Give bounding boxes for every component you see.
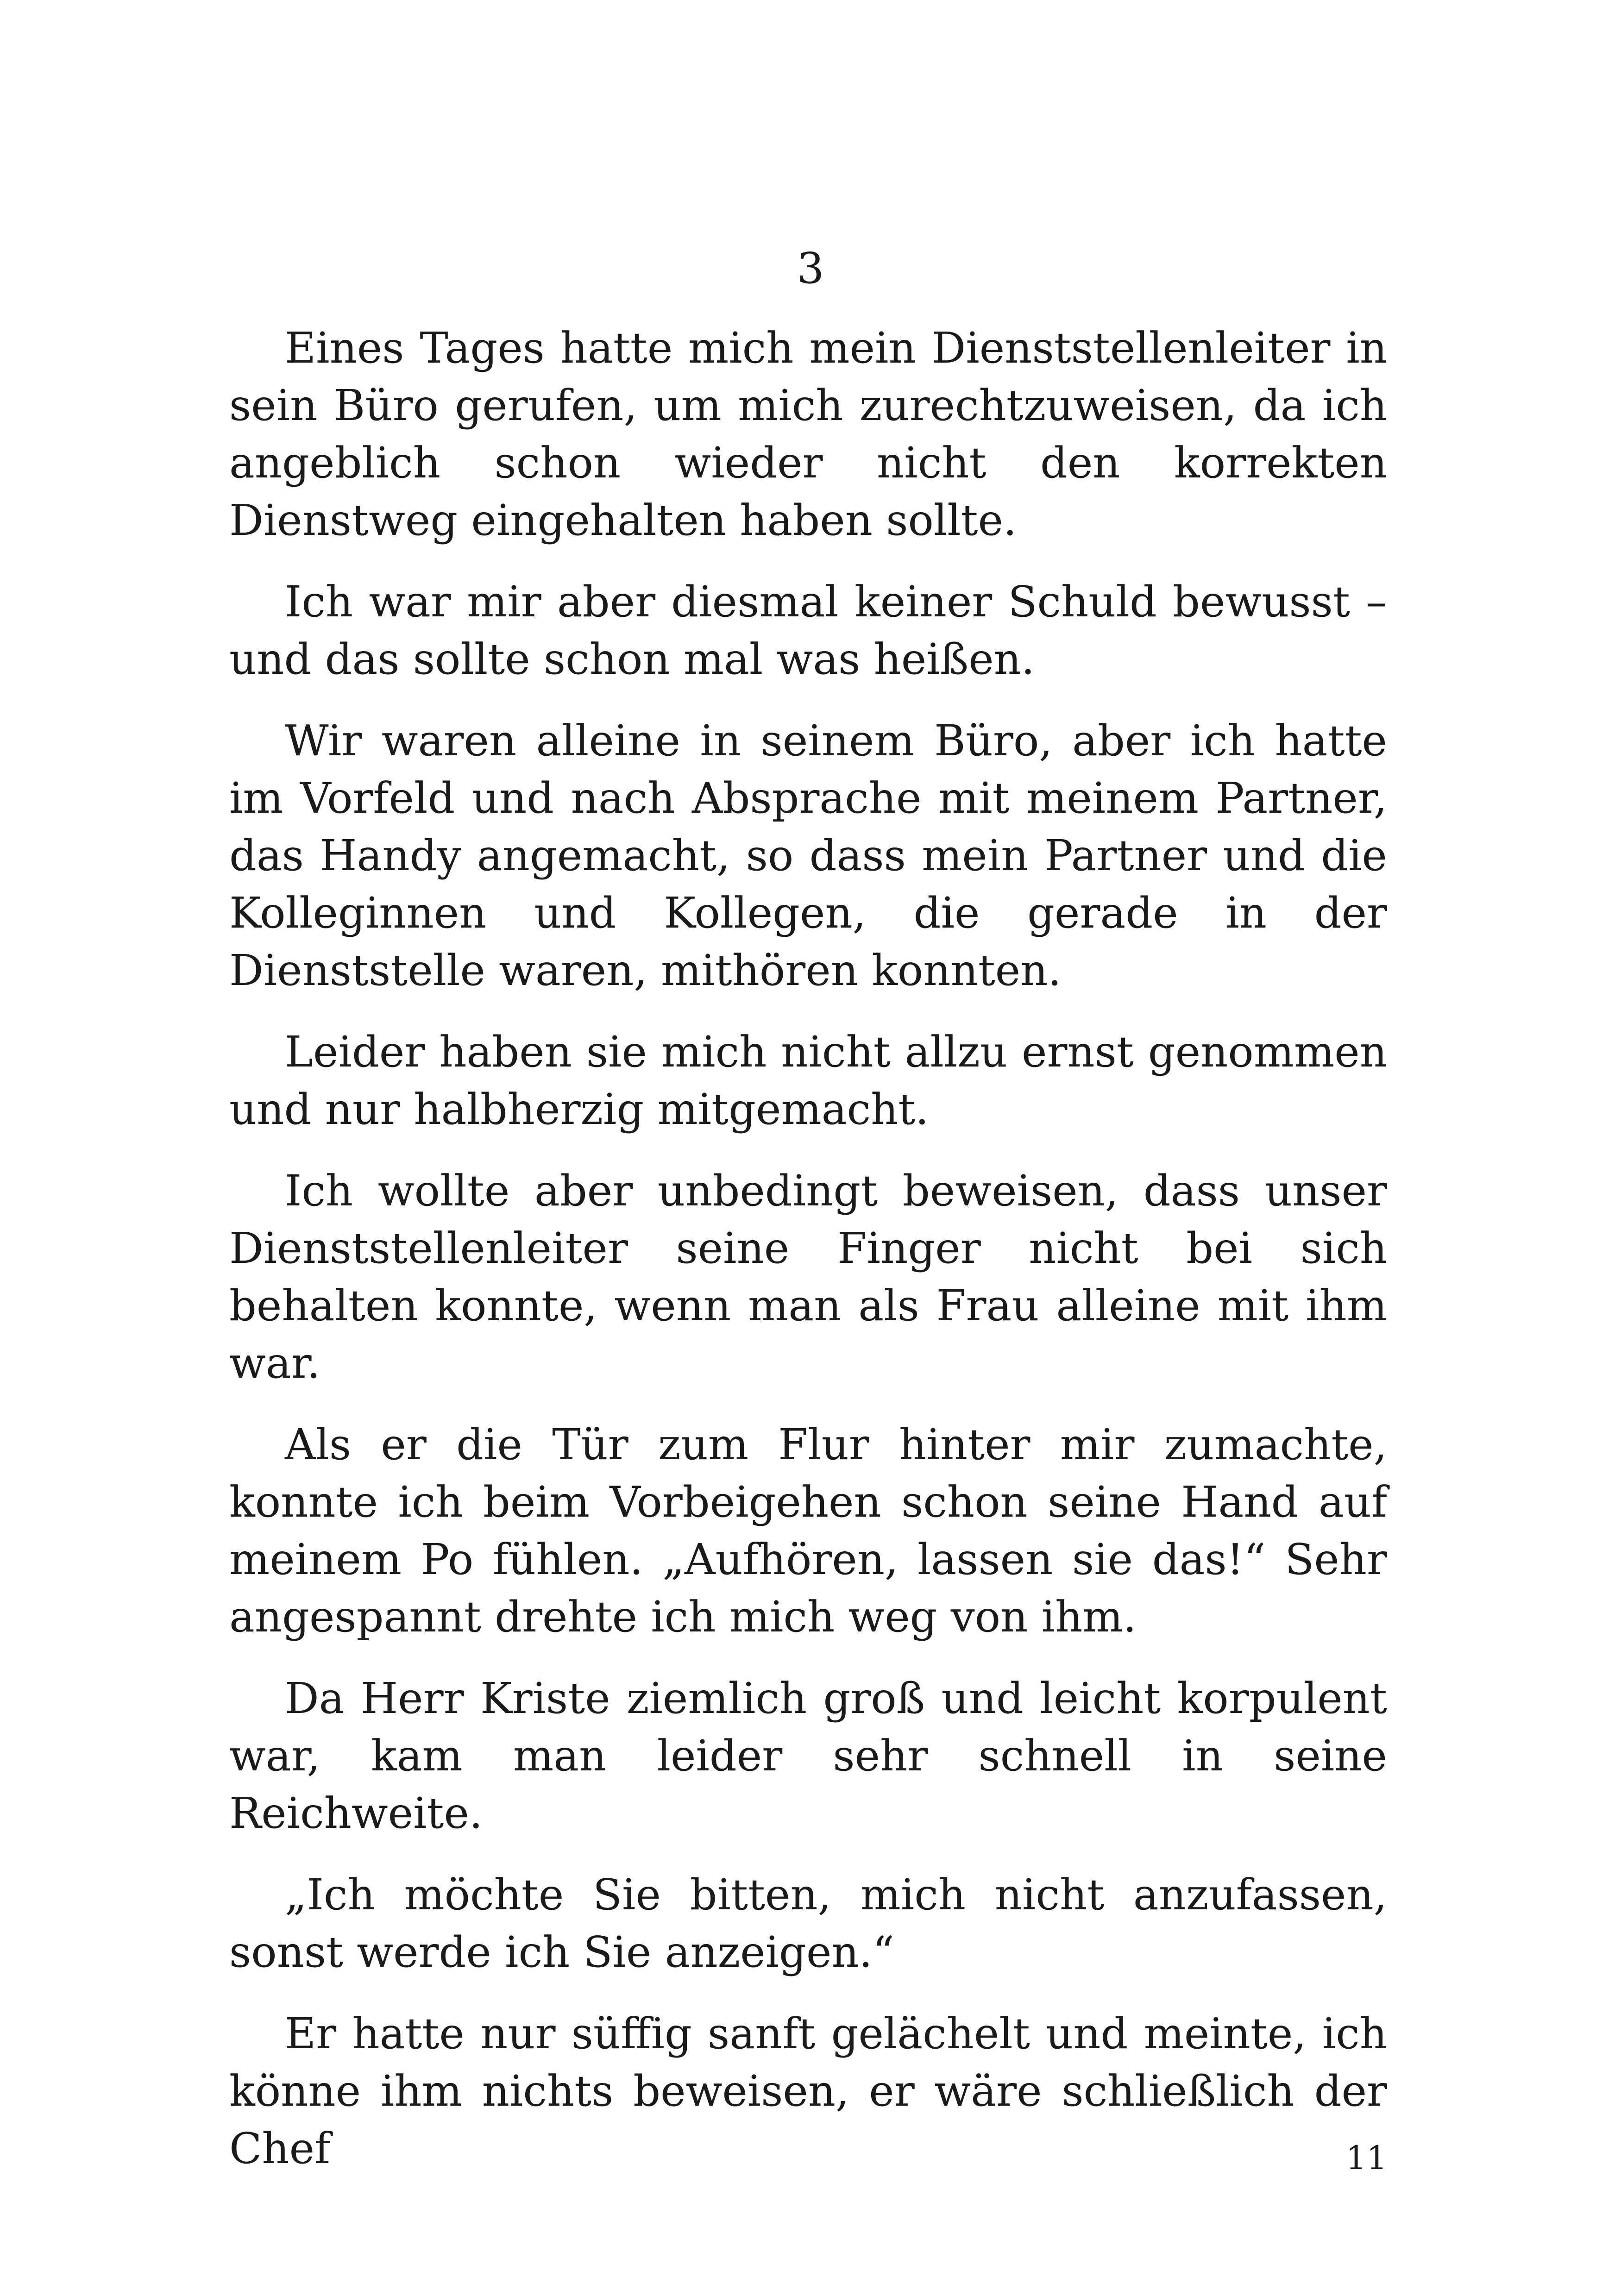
- paragraph: Er hatte nur süffig sanft gelächelt und meinte, ich könne ihm nichts beweisen, er wäre schließlich der Chef: [229, 2009, 1387, 2173]
- paragraph: Ich war mir aber diesmal keiner Schuld bewusst – und das sollte schon mal was heißen.: [229, 577, 1387, 684]
- paragraph: Wir waren alleine in seinem Büro, aber ich hatte im Vorfeld und nach Absprache mit meinem Partner, das Handy angemacht, so dass mein Partner und die Kolleginnen und Kollegen, die gerade in der Dienststelle waren, mithören konnten.: [229, 716, 1387, 995]
- page-number: 11: [1345, 2139, 1387, 2177]
- paragraph: Leider haben sie mich nicht allzu ernst genommen und nur halbherzig mitgemacht.: [229, 1027, 1387, 1134]
- paragraph: Ich wollte aber unbedingt beweisen, dass unser Dienststellenleiter seine Finger nicht bei sich behalten konnte, wenn man als Frau alleine mit ihm war.: [229, 1166, 1387, 1388]
- paragraph: Da Herr Kriste ziemlich groß und leicht korpulent war, kam man leider sehr schnell in seine Reichweite.: [229, 1674, 1387, 1838]
- body-text: [229, 320, 1387, 2202]
- paragraph: „Ich möchte Sie bitten, mich nicht anzufassen, sonst werde ich Sie anzeigen.“: [229, 1870, 1387, 1977]
- paragraph: Eines Tages hatte mich mein Dienststellenleiter in sein Büro gerufen, um mich zurechtzuweisen, da ich angeblich schon wieder nicht den korrekten Dienstweg eingehalten haben sollte.: [229, 323, 1387, 545]
- chapter-number: 3: [797, 244, 824, 293]
- paragraph: Als er die Tür zum Flur hinter mir zumachte, konnte ich beim Vorbeigehen schon seine Hand auf meinem Po fühlen. „Aufhören, lassen sie das!“ Sehr angespannt drehte ich mich weg von ihm.: [229, 1420, 1387, 1642]
